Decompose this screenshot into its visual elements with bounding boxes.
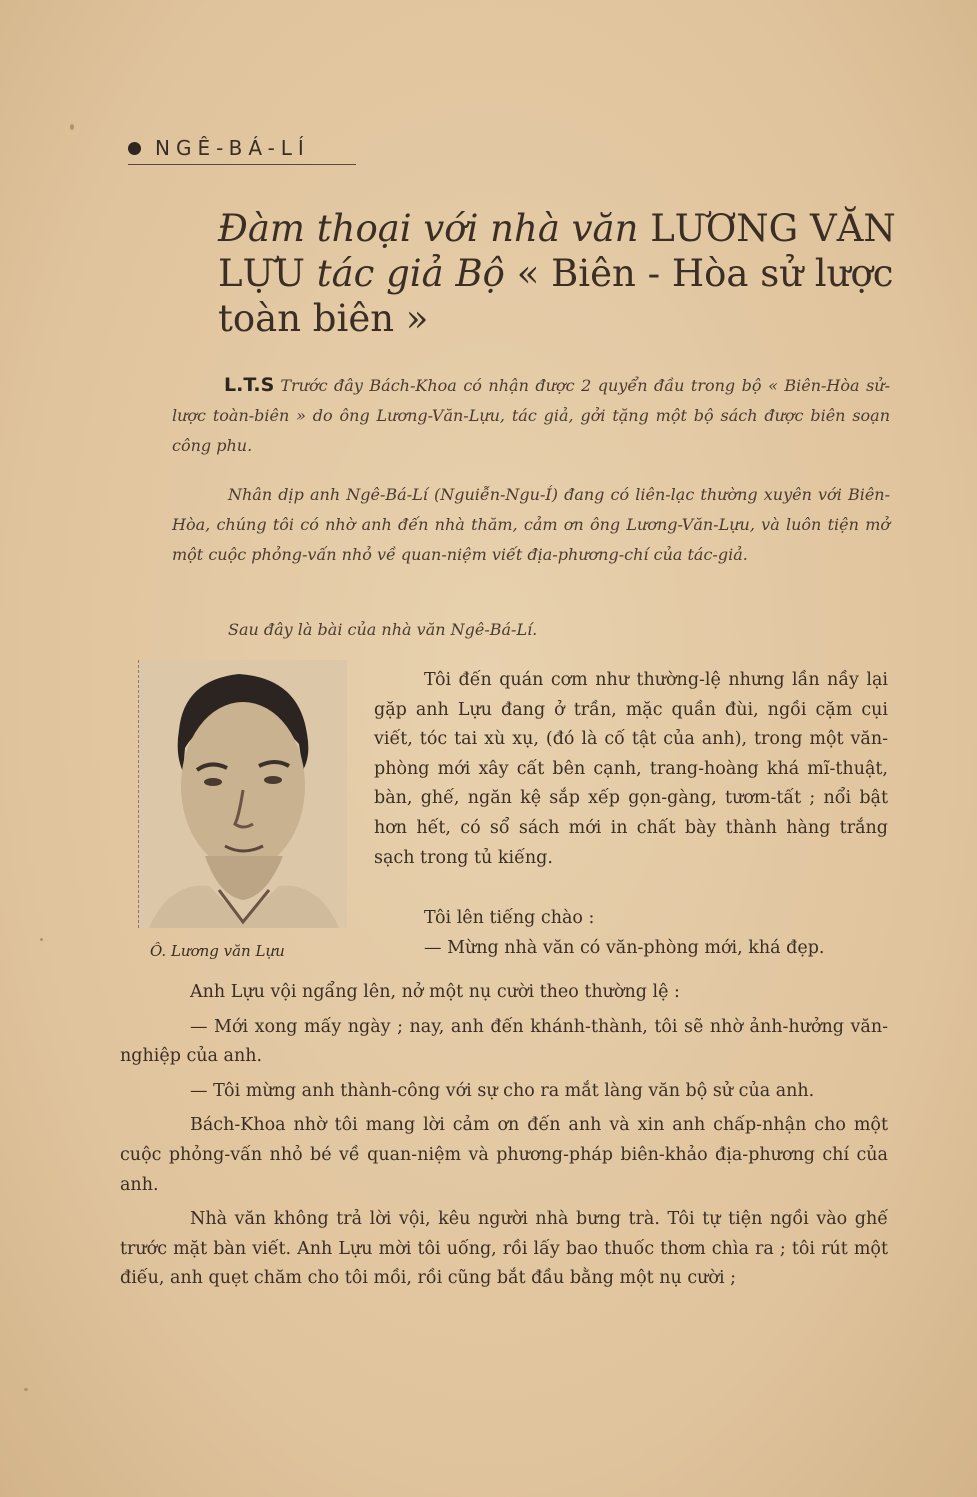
title-book: « Biên - Hòa sử lược [516, 252, 894, 295]
column-paragraph: — Mừng nhà văn có văn-phòng mới, khá đẹp. [424, 938, 825, 958]
author-byline [128, 136, 356, 165]
portrait-caption: Ô. Lương văn Lựu [150, 942, 285, 960]
body-paragraph: Bách-Khoa nhờ tôi mang lời cảm ơn đến anh và xin anh chấp-nhận cho một cuộc phỏng-vấn nhỏ bé về quan-niệm và phương-pháp biên-khảo địa-phương chí của anh. [120, 1115, 888, 1195]
column-paragraph: Tôi lên tiếng chào : [424, 908, 595, 928]
article-body [120, 978, 888, 1299]
body-paragraph: Anh Lựu vội ngẩng lên, nở một nụ cười theo thường lệ : [190, 982, 680, 1002]
title-part: tác giả Bộ [304, 252, 517, 295]
editor-note-label: L.T.S [224, 374, 275, 396]
body-paragraph: — Mới xong mấy ngày ; nay, anh đến khánh-thành, tôi sẽ nhờ ảnh-hưởng văn-nghiệp của anh. [120, 1016, 888, 1067]
author-name: NGÊ-BÁ-LÍ [155, 136, 310, 160]
paper-speck [40, 938, 43, 941]
paper-speck [70, 124, 74, 130]
portrait-image [139, 660, 347, 928]
intro-line: Sau đây là bài của nhà văn Ngê-Bá-Lí. [228, 620, 538, 639]
intro-note: Nhân dịp anh Ngê-Bá-Lí (Nguiễn-Ngu-Í) đang có liên-lạc thường xuyên với Biên-Hòa, chúng tôi có nhờ anh đến nhà thăm, cảm ơn ông Lương-Văn-Lựu, và luôn tiện mở một cuộc phỏng-vấn nhỏ về quan-niệm viết địa-phương-chí của tác-giả. [172, 485, 890, 564]
bullet-icon [128, 142, 141, 155]
title-book: toàn biên » [218, 297, 429, 340]
editor-note-text: Trước đây Bách-Khoa có nhận được 2 quyển đầu trong bộ « Biên-Hòa sử-lược toàn-biên » do ông Lương-Văn-Lựu, tác giả, gởi tặng một bộ sách được biên soạn công phu. [172, 376, 890, 455]
author-portrait [138, 660, 347, 928]
body-paragraph: — Tôi mừng anh thành-công với sự cho ra mắt làng văn bộ sử của anh. [190, 1080, 815, 1101]
title-name: LƯƠNG VĂN [638, 207, 896, 250]
body-paragraph: Nhà văn không trả lời vội, kêu người nhà bưng trà. Tôi tự tiện ngồi vào ghế trước mặt bàn viết. Anh Lựu mời tôi uống, rồi lấy bao thuốc thơm chìa ra ; tôi rút một điếu, anh quẹt chăm cho tôi mồi, rồi cũng bắt đầu bằng một nụ cười ; [120, 1209, 888, 1289]
column-paragraph: Tôi đến quán cơm như thường-lệ nhưng lần nầy lại gặp anh Lựu đang ở trần, mặc quần đùi, ngồi cặm cụi viết, tóc tai xù xụ, (đó là cố tật của anh), trong một văn-phòng mới xây cất bên cạnh, trang-hoàng khá mĩ-thuật, bàn, ghế, ngăn kệ sắp xếp gọn-gàng, tươm-tất ; nổi bật hơn hết, có sổ sách mới in chất bày thành hàng trắng sạch trong tủ kiếng. [374, 670, 888, 868]
title-part: Đàm thoại với nhà văn [218, 207, 639, 250]
title-name: LỰU [218, 252, 305, 295]
paper-speck [24, 1388, 28, 1391]
article-title [218, 206, 908, 341]
editor-note [172, 370, 890, 461]
